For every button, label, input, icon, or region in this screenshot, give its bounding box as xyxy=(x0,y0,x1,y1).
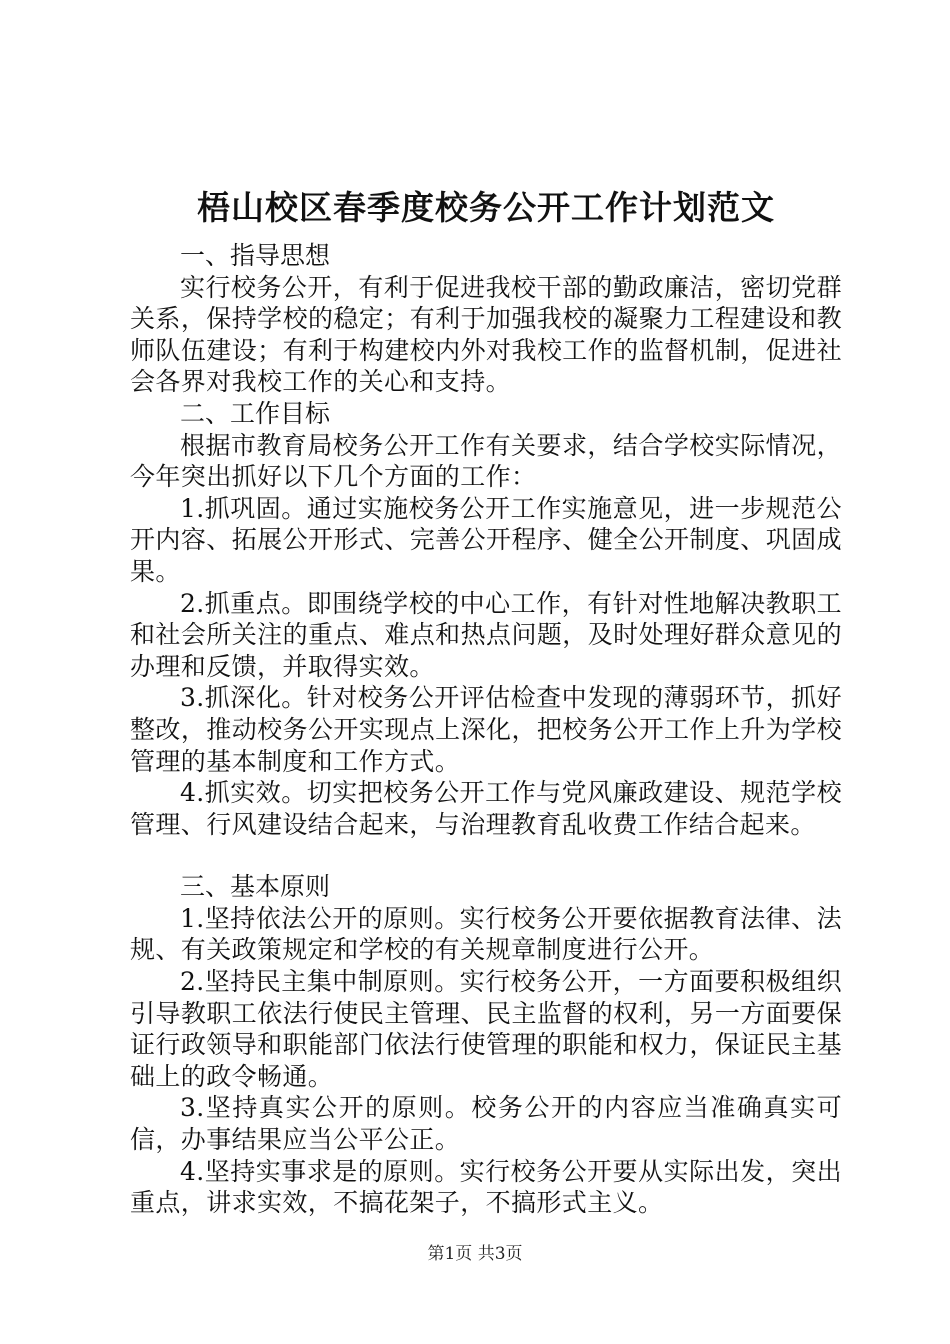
paragraph: 实行校务公开，有利于促进我校干部的勤政廉洁，密切党群关系，保持学校的稳定；有利于加强我校的凝聚力工程建设和教师队伍建设；有利于构建校内外对我校工作的监督机制，促进社会各界对我校工作的关心和支持。 xyxy=(130,272,842,397)
section-heading-basic-principles: 三、基本原则 xyxy=(180,872,331,902)
section-heading-guiding-thought: 一、指导思想 xyxy=(180,241,331,270)
page-footer: 第1页 共3页 xyxy=(427,1244,523,1264)
paragraph: 4.抓实效。切实把校务公开工作与党风廉政建设、规范学校管理、行风建设结合起来，与治理教育乱收费工作结合起来。 xyxy=(130,778,842,839)
paragraph: 1.抓巩固。通过实施校务公开工作实施意见，进一步规范公开内容、拓展公开形式、完善公开程序、健全公开制度、巩固成果。 xyxy=(130,493,842,586)
paragraph: 3.坚持真实公开的原则。校务公开的内容应当准确真实可信，办事结果应当公平公正。 xyxy=(130,1093,842,1155)
paragraph: 4.坚持实事求是的原则。实行校务公开要从实际出发，突出重点，讲求实效，不搞花架子，不搞形式主义。 xyxy=(130,1156,842,1218)
section-heading-work-goals: 二、工作目标 xyxy=(180,398,331,428)
paragraph: 1.坚持依法公开的原则。实行校务公开要依据教育法律、法规、有关政策规定和学校的有关规章制度进行公开。 xyxy=(130,903,842,965)
paragraph: 根据市教育局校务公开工作有关要求，结合学校实际情况，今年突出抓好以下几个方面的工作： xyxy=(130,430,842,492)
document-body xyxy=(130,180,842,1219)
paragraph: 3.抓深化。针对校务公开评估检查中发现的薄弱环节，抓好整改，推动校务公开实现点上深化，把校务公开工作上升为学校管理的基本制度和工作方式。 xyxy=(130,683,842,776)
document-title: 梧山校区春季度校务公开工作计划范文 xyxy=(197,188,775,227)
paragraph: 2.抓重点。即围绕学校的中心工作，有针对性地解决教职工和社会所关注的重点、难点和热点问题，及时处理好群众意见的办理和反馈，并取得实效。 xyxy=(130,588,842,681)
paragraph: 2.坚持民主集中制原则。实行校务公开，一方面要积极组织引导教职工依法行使民主管理、民主监督的权利，另一方面要保证行政领导和职能部门依法行使管理的职能和权力，保证民主基础上的政令畅通。 xyxy=(130,967,842,1091)
blank-line xyxy=(130,840,842,871)
